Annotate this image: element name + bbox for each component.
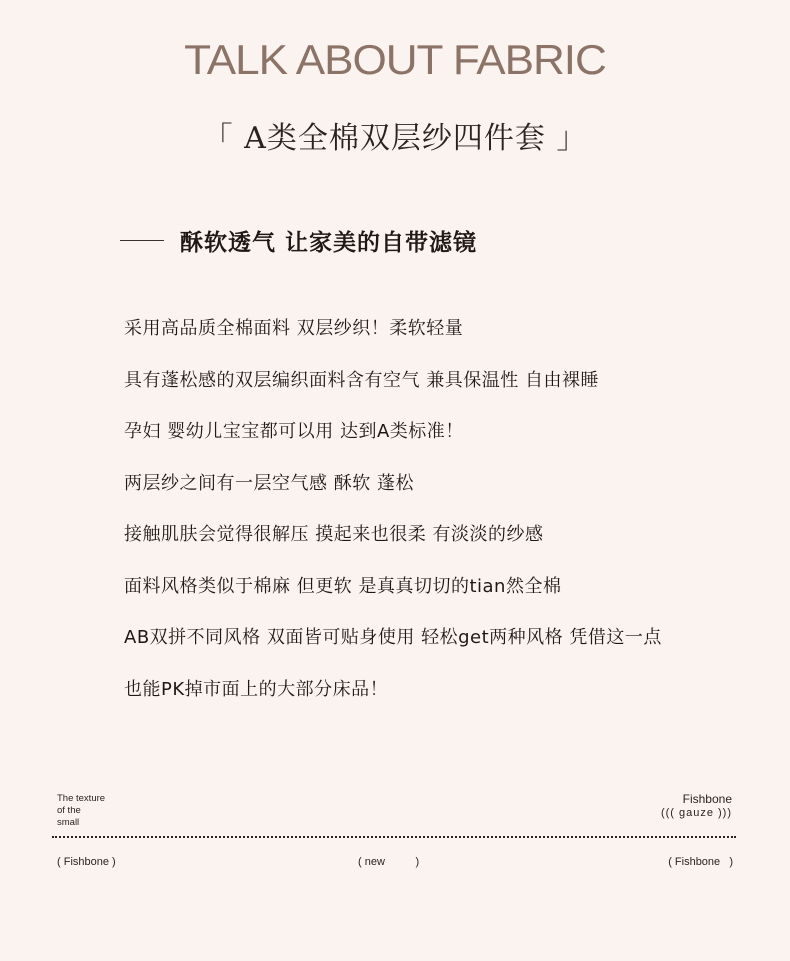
bottom-label-right: ( Fishbone ) — [668, 856, 733, 868]
description-line: AB双拼不同风格 双面皆可贴身使用 轻松get两种风格 凭借这一点 — [124, 627, 662, 648]
texture-caption-line: of the — [57, 805, 81, 816]
description-line: 也能PK掉市面上的大部分床品！ — [124, 678, 389, 700]
bottom-label-left: ( Fishbone ) — [57, 856, 116, 868]
subtitle-close-bracket: 」 — [556, 121, 588, 156]
page-title-english: TALK ABOUT FABRIC — [184, 36, 606, 83]
description-line: 具有蓬松感的双层编织面料含有空气 兼具保温性 自由裸睡 — [124, 369, 599, 391]
description-line: 孕妇 婴幼儿宝宝都可以用 达到A类标准！ — [124, 421, 464, 442]
description-line: 两层纱之间有一层空气感 酥软 蓬松 — [124, 472, 414, 494]
section-heading — [120, 224, 477, 257]
texture-caption-line: The texture — [57, 793, 106, 804]
gauze-label: ((( gauze ))) — [660, 807, 732, 819]
texture-caption-line: small — [57, 817, 80, 828]
description-line: 接触肌肤会觉得很解压 摸起来也很柔 有淡淡的纱感 — [124, 524, 544, 545]
subtitle-open-bracket: 「 — [202, 121, 234, 156]
subtitle-text: A类全棉双层纱四件套 — [244, 121, 546, 156]
dotted-divider — [52, 836, 736, 838]
description-line: 面料风格类似于棉麻 但更软 是真真切切的tian然全棉 — [124, 575, 562, 597]
brand-name: Fishbone — [682, 792, 732, 806]
description-line: 采用高品质全棉面料 双层纱织！柔软轻量 — [124, 318, 464, 339]
texture-caption — [57, 793, 105, 829]
heading-dash-divider — [120, 240, 164, 242]
product-subtitle — [0, 113, 790, 157]
description-list — [124, 316, 662, 728]
bottom-label-middle: ( new ) — [358, 856, 420, 868]
brand-caption — [661, 792, 732, 820]
section-heading-text: 酥软透气 让家美的自带滤镜 — [180, 230, 478, 256]
